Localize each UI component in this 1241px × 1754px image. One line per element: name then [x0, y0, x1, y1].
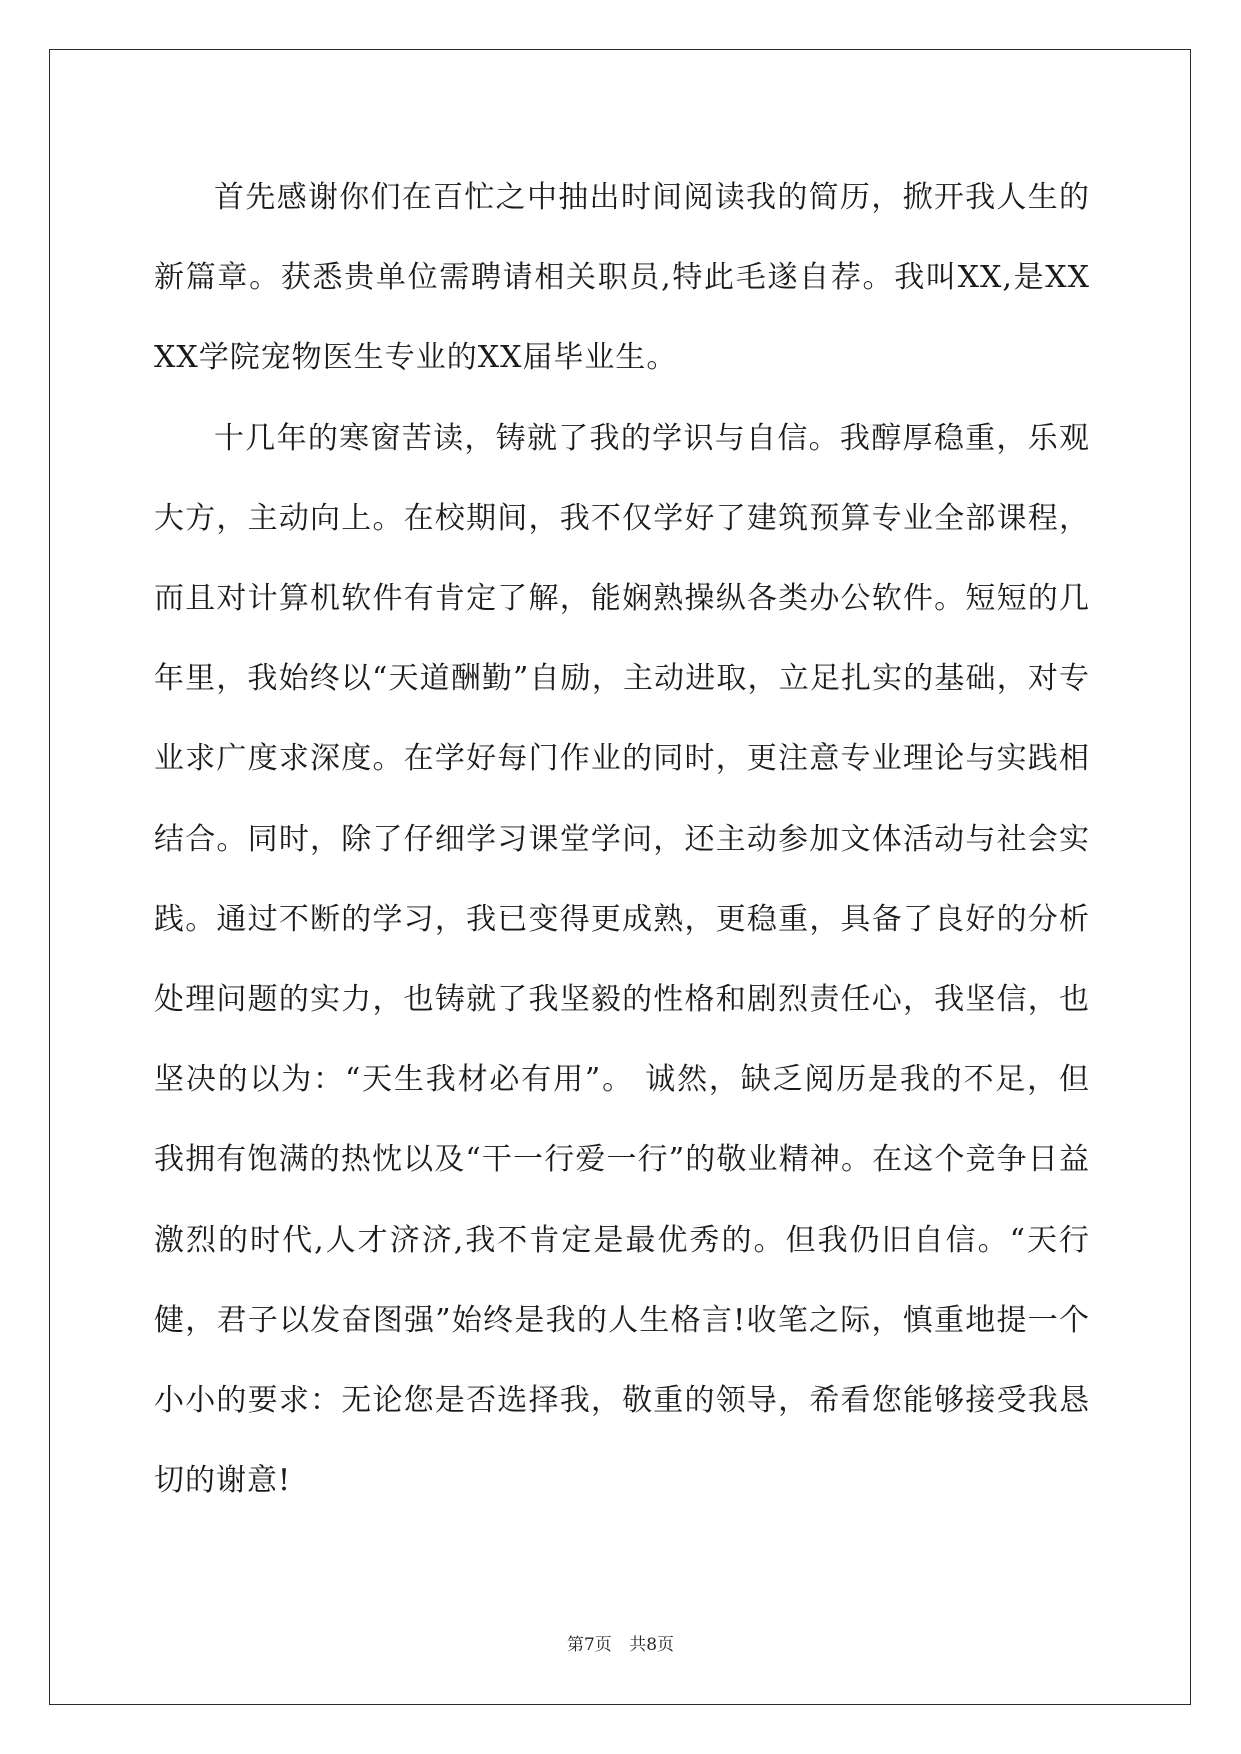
page-number-current: 第7页	[566, 1635, 612, 1655]
page-number-total: 共8页	[629, 1635, 675, 1655]
document-body	[154, 158, 1090, 1521]
paragraph-intro: 首先感谢你们在百忙之中抽出时间阅读我的简历，掀开我人生的新篇章。获悉贵单位需聘请相关职员,特此毛遂自荐。我叫XX,是XXXX学院宠物医生专业的XX届毕业生。	[154, 180, 1090, 376]
paragraph-main: 十几年的寒窗苦读，铸就了我的学识与自信。我醇厚稳重，乐观大方，主动向上。在校期间，我不仅学好了建筑预算专业全部课程，而且对计算机软件有肯定了解，能娴熟操纵各类办公软件。短短的几年里，我始终以“天道酬勤”自励，主动进取，立足扎实的基础，对专业求广度求深度。在学好每门作业的同时，更注意专业理论与实践相结合。同时，除了仔细学习课堂学问，还主动参加文体活动与社会实践。通过不断的学习，我已变得更成熟，更稳重，具备了良好的分析处理问题的实力，也铸就了我坚毅的性格和剧烈责任心，我坚信，也坚决的以为：“天生我材必有用”。 诚然，缺乏阅历是我的不足，但我拥有饱满的热忱以及“干一行爱一行”的敬业精神。在这个竞争日益激烈的时代,人才济济,我不肯定是最优秀的。但我仍旧自信。“天行健，君子以发奋图强”始终是我的人生格言!收笔之际，慎重地提一个小小的要求：无论您是否选择我，敬重的领导，希看您能够接受我恳切的谢意!	[154, 420, 1090, 1499]
page-footer	[0, 1630, 1241, 1655]
